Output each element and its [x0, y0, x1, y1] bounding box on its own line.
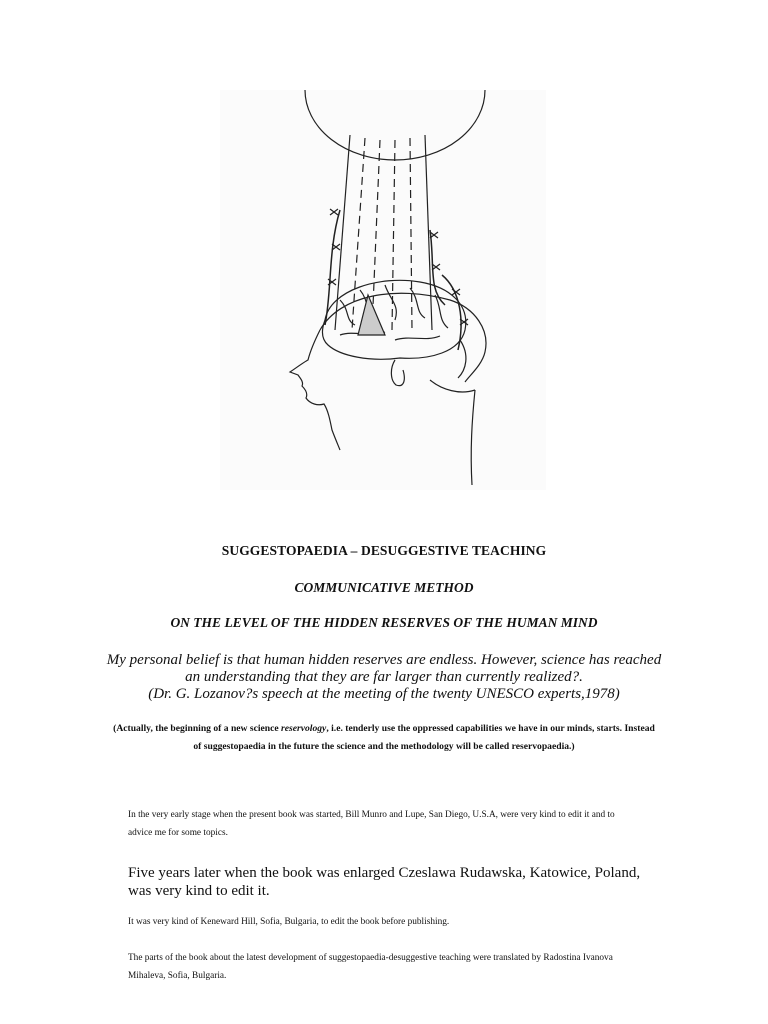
paragraph: It was very kind of Keneward Hill, Sofia, Bulgaria, to edit the book before publishing. — [128, 917, 450, 927]
paragraph: The parts of the book about the latest development of suggestopaedia-desuggestive teaching were translated by Radostina Ivanova Mihaleva, Sofia, Bulgaria. — [128, 953, 613, 981]
brain-illustration-icon — [220, 90, 546, 490]
document-title: SUGGESTOPAEDIA – DESUGGESTIVE TEACHING — [221, 543, 547, 558]
quote-line: an understanding that they are far larger than currently realized?. — [185, 669, 583, 685]
note-block — [0, 720, 768, 756]
note-line: (Actually, the beginning of a new science reservology, i.e. tenderly use the oppressed capabilities we have in our minds, starts. Instead — [113, 723, 655, 734]
document-subtitle-secondary: ON THE LEVEL OF THE HIDDEN RESERVES OF THE HUMAN MIND — [170, 615, 598, 630]
quote-attribution: (Dr. G. Lozanov?s speech at the meeting of the twenty UNESCO experts,1978) — [148, 686, 620, 702]
document-subtitle: COMMUNICATIVE METHOD — [294, 580, 474, 595]
brain-illustration — [220, 90, 546, 490]
note-line: of suggestopaedia in the future the science and the methodology will be called reservopaedia.) — [193, 741, 575, 752]
paragraph: Five years later when the book was enlarged Czeslawa Rudawska, Katowice, Poland, was very kind to edit it. — [128, 865, 641, 899]
emphasized-term: reservology — [281, 723, 327, 734]
paragraph: In the very early stage when the present book was started, Bill Munro and Lupe, San Diego, U.S.A, were very kind to edit it and to advice me for some topics. — [128, 810, 615, 838]
quote-block — [0, 652, 768, 703]
quote-line: My personal belief is that human hidden reserves are endless. However, science has reached — [106, 652, 662, 668]
